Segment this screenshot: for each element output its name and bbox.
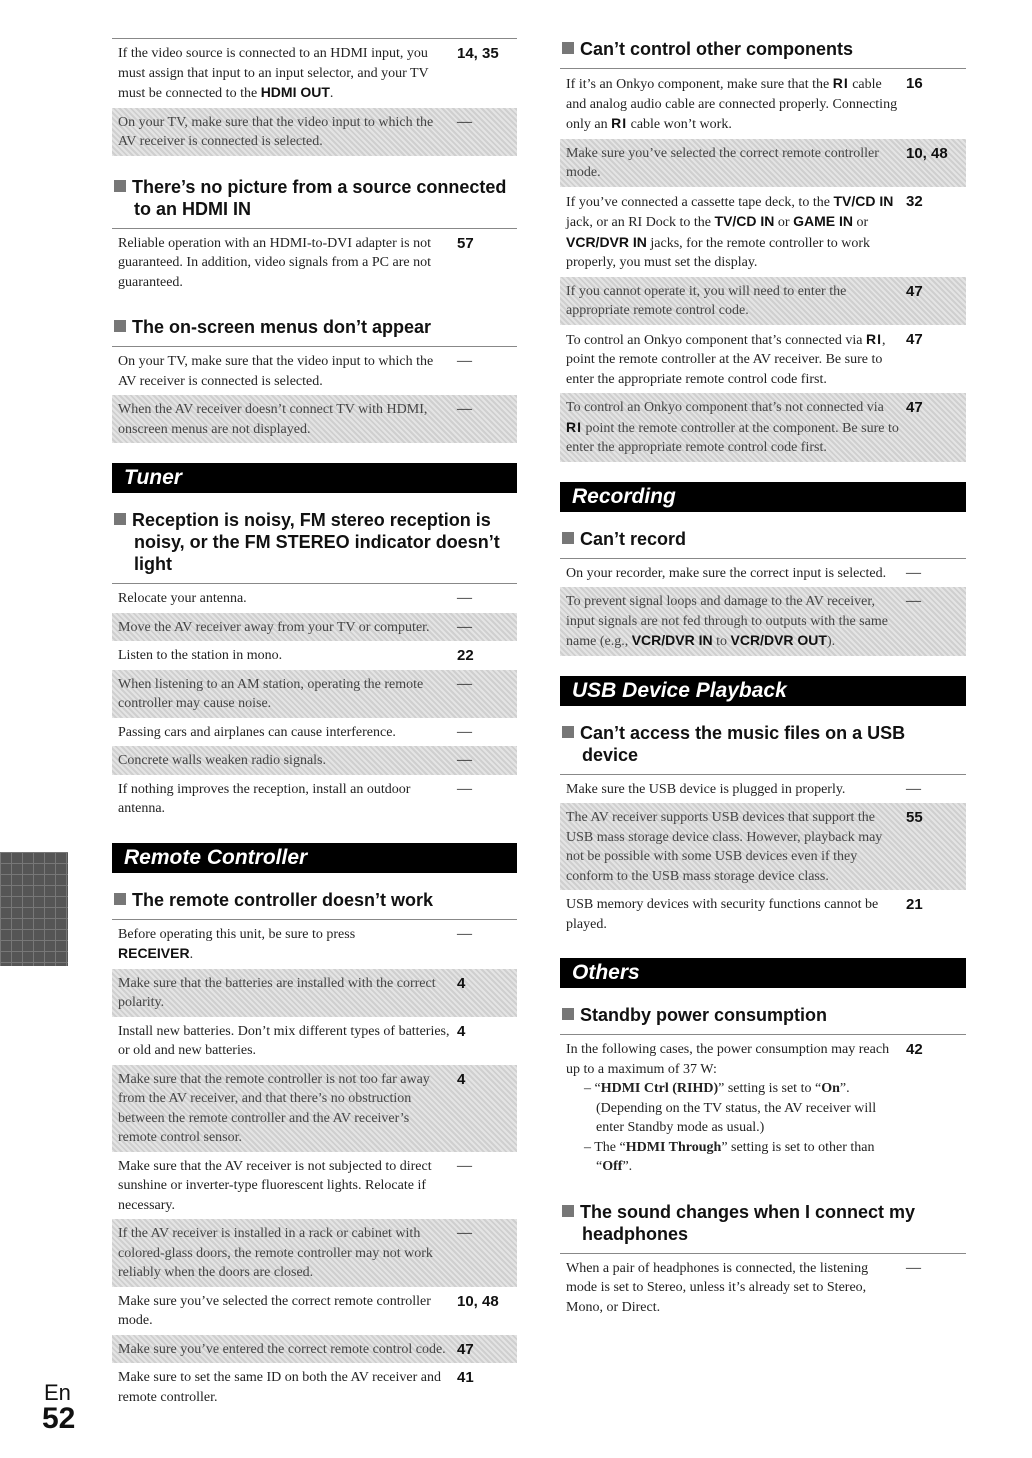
page-ref: 16: [906, 75, 923, 92]
section-banner-usb: USB Device Playback: [560, 676, 966, 706]
section-banner-recording: Recording: [560, 482, 966, 512]
square-bullet-icon: [562, 42, 574, 54]
table-row: If you cannot operate it, you will need to enter the appropriate remote control code. 47: [560, 277, 966, 325]
table-row: On your TV, make sure that the video input to which the AV receiver is connected is selected. —: [112, 347, 517, 395]
page-ref: —: [457, 925, 472, 942]
table-row: Move the AV receiver away from your TV or computer. —: [112, 613, 517, 642]
table-row: To control an Onkyo component that’s not connected via RI point the remote controller at the component. Be sure to enter the appropriate remote control code first. 47: [560, 393, 966, 462]
table-row: Make sure you’ve selected the correct remote controller mode. 10, 48: [112, 1287, 517, 1335]
table-row: To control an Onkyo component that’s connected via RI, point the remote controller at the AV receiver. Be sure to enter the appropriate remote control code first. 47: [560, 325, 966, 394]
square-bullet-icon: [562, 726, 574, 738]
page-ref: 10, 48: [906, 144, 948, 162]
remote-table: [112, 919, 517, 1412]
standby-table: [560, 1034, 966, 1181]
reception-table: [112, 583, 517, 823]
page-ref: —: [457, 1157, 472, 1174]
page-ref: 47: [906, 282, 923, 300]
page-ref: 4: [457, 1022, 466, 1040]
section-heading: Can’t record: [560, 528, 966, 550]
ri-logo: RI: [611, 115, 628, 131]
page-ref: —: [457, 723, 472, 740]
table-row: If you’ve connected a cassette tape deck, to the TV/CD IN jack, or an RI Dock to the TV/CD IN or GAME IN or VCR/DVR IN jacks, for the remote controller to work properly, you must set the display. 32: [560, 187, 966, 277]
page-ref: 4: [457, 974, 466, 992]
page-ref: —: [457, 1225, 472, 1241]
table-row: When listening to an AM station, operating the remote controller may cause noise. —: [112, 670, 517, 718]
page-ref: 57: [457, 234, 474, 252]
table-row: Make sure that the batteries are installed with the correct polarity. 4: [112, 969, 517, 1017]
standby-case-2: – The “HDMI Through” setting is set to other than “Off”.: [584, 1139, 875, 1174]
square-bullet-icon: [562, 1205, 574, 1217]
table-row: Before operating this unit, be sure to press RECEIVER. —: [112, 920, 517, 969]
components-table: [560, 68, 966, 462]
hdmi-video-table: [112, 38, 517, 156]
section-heading: Can’t access the music files on a USB device: [560, 722, 966, 766]
table-row: Reliable operation with an HDMI-to-DVI adapter is not guaranteed. In addition, video signals from a PC are not guaranteed. 57: [112, 229, 517, 297]
square-bullet-icon: [114, 513, 126, 525]
table-row: If the video source is connected to an HDMI input, you must assign that input to an input selector, and your TV must be connected to the HDMI OUT. 14, 35: [112, 39, 517, 108]
table-row: Listen to the station in mono. 22: [112, 641, 517, 670]
section-heading: The remote controller doesn’t work: [112, 889, 517, 911]
page-ref: —: [457, 752, 472, 768]
section-heading: Standby power consumption: [560, 1004, 966, 1026]
table-row: USB memory devices with security functions cannot be played. 21: [560, 890, 966, 938]
ri-logo: RI: [566, 418, 582, 435]
table-row: Install new batteries. Don’t mix different types of batteries, or old and new batteries. 4: [112, 1017, 517, 1065]
page-ref: 4: [457, 1070, 466, 1088]
side-index-tab: [0, 852, 68, 966]
page-ref: —: [457, 780, 472, 797]
page-ref: —: [457, 675, 472, 692]
section-banner-others: Others: [560, 958, 966, 988]
table-row: If nothing improves the reception, install an outdoor antenna. —: [112, 775, 517, 823]
page-ref: —: [457, 401, 472, 417]
table-row: Make sure that the remote controller is not too far away from the AV receiver, and that there’s no obstruction between the remote controller and the AV receiver’s remote control sensor. 4: [112, 1065, 517, 1152]
headphones-table: [560, 1253, 966, 1322]
table-row: To prevent signal loops and damage to the AV receiver, input signals are not fed through to outputs with the same name (e.g., VCR/DVR IN to VCR/DVR OUT). —: [560, 587, 966, 656]
section-banner-tuner: Tuner: [112, 463, 517, 493]
record-table: [560, 558, 966, 656]
table-row: Make sure the USB device is plugged in properly. —: [560, 775, 966, 804]
page-ref: —: [906, 564, 921, 581]
table-row: Make sure that the AV receiver is not subjected to direct sunshine or inverter-type fluorescent lights. Relocate if necessary. —: [112, 1152, 517, 1220]
page-ref: —: [457, 353, 472, 369]
page-ref: —: [906, 1259, 921, 1276]
square-bullet-icon: [114, 180, 126, 192]
page-ref: —: [906, 780, 921, 797]
page-ref: 47: [906, 399, 923, 416]
table-row: Make sure to set the same ID on both the AV receiver and remote controller. 41: [112, 1363, 517, 1411]
section-heading: Reception is noisy, FM stereo reception is noisy, or the FM STEREO indicator doesn’t light: [112, 509, 517, 575]
square-bullet-icon: [114, 893, 126, 905]
onscreen-table: [112, 346, 517, 443]
usb-table: [560, 774, 966, 939]
page-ref: —: [457, 618, 472, 635]
page-ref: —: [457, 590, 472, 606]
section-heading: There’s no picture from a source connected to an HDMI IN: [112, 176, 517, 220]
no-picture-table: [112, 228, 517, 297]
language-label: En: [44, 1380, 71, 1405]
page-ref: 21: [906, 896, 923, 913]
page-ref: 14, 35: [457, 45, 499, 62]
square-bullet-icon: [114, 320, 126, 332]
table-row: If it’s an Onkyo component, make sure that the RI cable and analog audio cable are connected properly. Connecting only an RI cable won’t work. 16: [560, 69, 966, 139]
page-ref: 32: [906, 192, 923, 210]
table-row: Make sure you’ve entered the correct remote control code. 47: [112, 1335, 517, 1364]
page-ref: 10, 48: [457, 1292, 499, 1310]
ri-logo: RI: [865, 330, 882, 347]
table-row: If the AV receiver is installed in a rack or cabinet with colored-glass doors, the remote controller may not work reliably when the doors are closed. —: [112, 1219, 517, 1287]
table-row: Relocate your antenna. —: [112, 584, 517, 613]
page-ref: 47: [457, 1340, 474, 1358]
left-column: [112, 38, 517, 1411]
section-heading: Can’t control other components: [560, 38, 966, 60]
page-ref: 47: [906, 330, 923, 348]
page-ref: 41: [457, 1369, 474, 1386]
table-row: When the AV receiver doesn’t connect TV with HDMI, onscreen menus are not displayed. —: [112, 395, 517, 443]
ri-logo: RI: [832, 75, 849, 91]
square-bullet-icon: [562, 1008, 574, 1020]
page-ref: 22: [457, 647, 474, 664]
section-heading: The on-screen menus don’t appear: [112, 316, 517, 338]
section-heading: The sound changes when I connect my headphones: [560, 1201, 966, 1245]
table-row: When a pair of headphones is connected, the listening mode is set to Stereo, unless it’s already set to Stereo, Mono, or Direct. —: [560, 1254, 966, 1322]
page-ref: 42: [906, 1041, 923, 1058]
section-banner-remote-controller: Remote Controller: [112, 843, 517, 873]
page-number: 52: [42, 1402, 76, 1435]
table-row: Concrete walls weaken radio signals. —: [112, 746, 517, 775]
square-bullet-icon: [562, 532, 574, 544]
table-row: Make sure you’ve selected the correct remote controller mode. 10, 48: [560, 139, 966, 187]
table-row: On your recorder, make sure the correct input is selected. —: [560, 559, 966, 588]
page-ref: —: [457, 113, 472, 130]
table-row: In the following cases, the power consumption may reach up to a maximum of 37 W: – “HDMI Ctrl (RIHD)” setting is set to “On”. (Depending on the TV status, the AV receiver will enter Standby mode as usual.) – The “HDMI Through” setting is set to other than “Off”. 42: [560, 1035, 966, 1181]
right-column: [560, 38, 966, 1341]
table-row: On your TV, make sure that the video input to which the AV receiver is connected is selected. —: [112, 108, 517, 156]
table-row: Passing cars and airplanes can cause interference. —: [112, 718, 517, 747]
page-ref: —: [906, 593, 921, 609]
standby-case-1: – “HDMI Ctrl (RIHD)” setting is set to “On”. (Depending on the TV status, the AV receiver will enter Standby mode as usual.): [584, 1081, 877, 1135]
page-ref: 55: [906, 809, 923, 826]
table-row: The AV receiver supports USB devices that support the USB mass storage device class. However, playback may not be possible with some USB devices even if they conform to the USB mass storage device class. 55: [560, 803, 966, 890]
